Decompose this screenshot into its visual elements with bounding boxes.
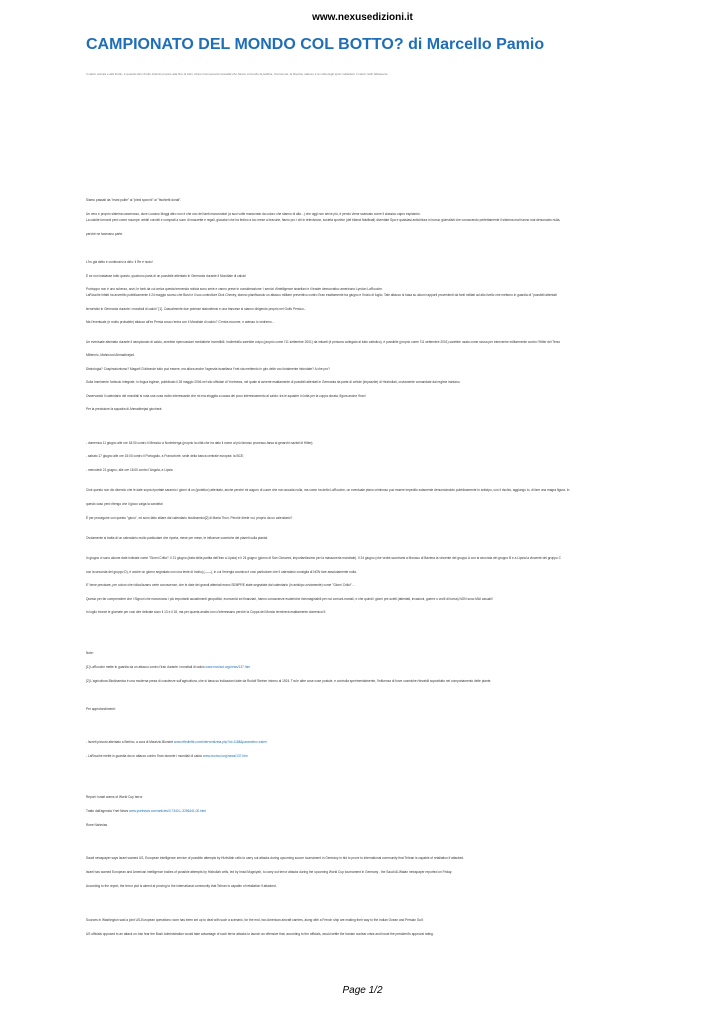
paragraph-text: Millennio, Mahmoud Ahmadinejad. (86, 353, 135, 357)
paragraph (86, 488, 686, 493)
paragraph (86, 932, 686, 937)
paragraph-text: Un eventuale attentato durante il campionato di calcio, avrebbe ripercussioni mediatiche incredibili. Inoltrebello sarebbe colpo (proprio come l'11 settembre 2001) da imbarti (è persona collegato al tutto cattolico), è possibile (proprio come l'11 settembre 2001) sarebbe usato come scusa per intervenire militarmente contro l'Hitler del Terzo (86, 340, 561, 344)
paragraph-text: LaRouche infatti ha avvertito pubblicamente il 24 maggio scorso che Bush e il suo controllore Dick Cheney, stanno pianificando un attacco militare preventivo contro l'Iran esattamente tra giugno e l'inizio di luglio. Tale attacco si basa su alcuni rapporti provenienti da fonti militari ad alto livello che mettono in guardia di "possibili attentati (86, 293, 557, 297)
paragraph (86, 884, 686, 889)
paragraph-text: [1] LaRouche mette in guardia da un attacco contro l'Iran durante i mondiali di calcio (86, 665, 205, 669)
paragraph (86, 274, 686, 279)
paragraph (86, 407, 686, 412)
paragraph (86, 260, 686, 265)
paragraph (86, 394, 686, 399)
paragraph (86, 754, 686, 759)
paragraph-text: Siamo passati da "mani pulite" ai "piedi sporchi" ai "fischietti dorati". (86, 198, 182, 202)
paragraph-text: Note: (86, 651, 94, 655)
paragraph (86, 856, 686, 861)
paragraph (86, 502, 686, 507)
paragraph (86, 610, 686, 615)
paragraph-text: Per la precisione la squadra di Ahmadinejad giocherà: (86, 407, 163, 411)
paragraph (86, 823, 686, 828)
paragraph (86, 740, 686, 745)
paragraph (86, 454, 686, 459)
paragraph (86, 516, 686, 521)
paragraph-text: - mercoledì 21 giugno, alle ore 16:00 contro l'Angola, a Lipsia (86, 468, 173, 472)
paragraph (86, 707, 686, 712)
paragraph-text: Report: Israel warns of World Cup terror (86, 795, 143, 799)
paragraph-text: Purtroppo non è uno scherzo, anzi; le fonti da cui arriva questa tremenda notizia sono serie e vanno prese in considerazione: i servizi d'intelligence israeliani e il leader democratico americano Lyndon LaRouche. (86, 287, 383, 291)
reference-link[interactable]: www.effedieffe.com/interventizeta.php?id=1188&parametro=esteri (173, 740, 267, 744)
paragraph (86, 293, 686, 298)
paragraph-text: Per approfondimenti: (86, 707, 116, 711)
paragraph (86, 468, 686, 473)
paragraph-text: Sources in Washington said a joint US-European operations room has been set up to deal with such a scenario, for the end, two American aircraft carriers, along with a French ship are making their way to the Indian Ocean and Persian Gulf. (86, 918, 424, 922)
paragraph (86, 556, 686, 561)
paragraph (86, 320, 686, 325)
paragraph-text: Sulla Imminente l'articolo integrale, in lingua inglese, pubblicato il 28 maggio 2006 nel sito ufficiale di Ynetnews, nel quale si avverte esattamente di possibili attentati in Germania da parte di cellule (impazzite) di Hezbollah, ovviamente comandate dal regime iraniano. (86, 380, 461, 384)
paragraph (86, 536, 686, 541)
paragraph (86, 353, 686, 358)
paragraph-text: Tratto dall'agenzia Ynet News (86, 809, 129, 813)
paragraph (86, 570, 686, 575)
paragraph (86, 307, 686, 312)
paragraph-text: La calcite tornordi però come noumpe: arbitri corrotti e comprati a suon di mazzette e regali, giocatori che ha fedino a tuo mese a bravuhe, fiamo pro i chi in televisione, società sportive (dei bilanci falsificati) diventate Spa e qualsiasi antichitura in borsa; giornalisti che conoscendo perfettamente il sistema mai hanno mai denunciato nulla, (86, 218, 561, 222)
paragraph (86, 441, 686, 446)
paragraph-text: Ovviamente si tratta di un calendario molto particolare che riporta, mese per mese, le influenze cosmiche dei pianeti sulla pianta! (86, 536, 268, 540)
paragraph-text: Ma l'eventuale (e molto probabile) attacco all'ex Persia cosa c'entra con il Mondiale di calcio? C'entra eccome, e adesso lo vedremo... (86, 320, 275, 324)
page-number: Page 1/2 (342, 985, 383, 996)
paragraph (86, 583, 686, 588)
paragraph-text: È se non bastasse tutto questo, qualcuno parla di un possibile attentato in Germania durante il Mondiale di calcio! (86, 274, 247, 278)
reference-link[interactable]: www.movisol.org/news/137.htm (205, 665, 251, 669)
paragraph (86, 367, 686, 372)
paragraph-text: In luglio invece le giornate per così dire delicate sono il 13 e il 18, ma per quanta analisi non c'interessano perché la Coppa del Mondo terminerà esattamente domenica 9. (86, 610, 327, 614)
paragraph-text: con la seconda del gruppo D), è anche un giorno segnalato con una lente di Indriuj (——), in cui l'energia cosmica è così particolare che il calendario consiglia di NON fare assolutamente nulla. (86, 570, 357, 574)
paragraph-text: US officials opposed to an attack on Iran fear the Bush Administration would take advantage of such terror attacks to launch an offensive that, according to the officials, would settle the Iranian nuclear crisis and boost the president's approval rating. (86, 932, 434, 936)
paragraph-text: - Iscreti piovuto attentato a Berlino, a cura di Maurizio Blondet (86, 740, 173, 744)
reference-link[interactable]: www.movisol.org/news/137.htm (203, 754, 248, 758)
paragraph (86, 198, 686, 203)
paragraph-text: Israel has warned European and American intelligence bodies of possible attempts by Hizbullah cells, led by Imad Mugniyah, to carry out terror attacks during the upcoming World Cup tournament in Germany , the Saudi Al-Watan newspaper reported on Friday. (86, 870, 453, 874)
paragraph-text: - LaRouche mette in guardia da un attacco contro l'Iran durante i mondiali di calcio (86, 754, 203, 758)
page-title: CAMPIONATO DEL MONDO COL BOTTO? di Marcello Pamio (86, 36, 545, 53)
paragraph-text: L'ho già detto e continuerò a dirlo: il Re è nudo! (86, 260, 153, 264)
paragraph (86, 795, 686, 800)
paragraph-text: Questo per far comprendere che i Signori che manovrano i più importanti accadimenti geopolitici, economici ed finanziari, hanno conoscenze esoteriche inimmaginabili per noi comuni-mortali, e che quindi i giorni pre-scelti (attentati, invasioni, guerre o crolli di borsa) NON sono MAI casuali! (86, 597, 493, 601)
paragraph (86, 665, 686, 670)
paragraph-text: [2] L'agricoltura Biodinamica è una moderna presa di coscienze sull'agricoltura, che si basa su indicazioni date da Rudolf Steiner intorno al 1924. Tra le altre cose cose postule, e controlla sperimentalmente, l'influenza di forze cosmiche rilevabili soprattutto nel comportamento delle piante. (86, 679, 492, 683)
paragraph-text: Cioè questo non dic dicendo che le date sopra riportate saranno i giorni di un (ipotetico) attentato, anche perché mi auguro di cuore che non accada nulla, ma come ha detto LaRouche, un eventuale piano criminoso può essere impedito solamente denunciandolo pubblicamente in anticipo, con il rischio, aggiungo io, di fare una magra figura. In (86, 488, 570, 492)
paragraph-text: Saudi newspaper says Israel warned US, European intelligence service of possible attempts by Hizbullah cells to carry out attacks during upcoming soccer tournament in Germany in bid to prove to international community that Tehran is capable of retaliation if attacked. (86, 856, 465, 860)
paragraph-text: terroristici in Germania durante i mondiali di calcio" [1]. Casualmente due potenze statunitensi e una francese si stanno dirigendo proprio nel Golfo Persico... (86, 307, 307, 311)
paragraph-text: È per proseguire con questo "gioco", mi sono fatto stilare dal calendario biodinamico[2] di Maria Thun. Perché direte voi, proprio da un calendario? (86, 516, 293, 520)
abstract: Il calcio orienta e alla fruitio, è quando dico fruitio intendo proprio alla fine di tutto. Dopo innumerevoli scandali che hanno coinvolto la politica, l'economia, la finanza, adesso è la volta degli sport miliardari: il calcio nello fattispecie. (86, 72, 389, 76)
paragraph (86, 232, 686, 237)
paragraph (86, 340, 686, 345)
paragraph (86, 212, 686, 217)
paragraph-text: Roee Nahmias (86, 823, 108, 827)
paragraph-text: perché ne facevano parte. (86, 232, 124, 236)
paragraph-text: - sabato 17 giugno alle ore 15:00 contro il Portogallo, a Francoforte, sede della banca centrale europea: la BCE; (86, 454, 244, 458)
paragraph (86, 809, 686, 814)
paragraph (86, 287, 686, 292)
paragraph-text: - domenica 11 giugno alle ore 18:00 contro il Messico a Norimberga (proprio la città che ha dato il nome al più famoso processo-farsa ai gerarchi nazisti di Hitler); (86, 441, 314, 445)
paragraph (86, 918, 686, 923)
paragraph-text: E' bene precisare, per coloro che ridicolizzano certe conoscenze, che le date dei grandi attentati erano SEMPRE state segnalate dal calendario (in anticipo ovviamente) come "Giorni Critici"... (86, 583, 355, 587)
paragraph (86, 651, 686, 656)
paragraph-text: Osservando il calendario dei mondiali si nota una cosa molto interessante che mi era sfuggita a causa del poco interessamento al calcio: tra le squadre in lotta per la coppa dorata, figura anche l'Iran! (86, 394, 366, 398)
paragraph (86, 870, 686, 875)
site-url: www.nexusedizioni.it (312, 12, 413, 23)
paragraph (86, 679, 686, 684)
paragraph (86, 380, 686, 385)
paragraph (86, 218, 686, 223)
paragraph (86, 597, 686, 602)
paragraph-text: Un vero e proprio sistema carcerosso, dove Luciano Moggi altro non è che uno dei tanti manovratori (a suoi volte manovrato da coloro che stanno di alto...) che oggi non serve più, è perciò viene scaricato come il classico capro espiatorio. (86, 212, 421, 216)
reference-link[interactable]: www.ynetnews.com/articles/0,7340,L-3256441,00.html (128, 809, 207, 813)
paragraph-text: Distrologia? Cospirazionismo? Magari! D'altronde tutto può essere, ma allora anche l'agenzia israeliana Ynet sta mettendo in giro delle voci totalmente infondate? A che pro? (86, 367, 330, 371)
paragraph-text: questo caso però ritengo che il gioco valga la candela! (86, 502, 163, 506)
paragraph-text: According to the report, the terror plot is aimed at proving to the international community that Tehran is capable of retaliation if attacked. (86, 884, 277, 888)
paragraph-text: In giugno vi sono alcune date indicate come "Giorni Critici": il 21 giugno (data della partita dell'Iran a Lipsia) e il 24 giugno (giorno di San Giovanni, importantissimo per la massoneria mondiale). Il 24 giugno (che vedrà scontrarsi a Monaco di Baviera la vincente del gruppo A con la seconda del gruppo B e a Lipsia la vincente del gruppo C (86, 556, 561, 560)
